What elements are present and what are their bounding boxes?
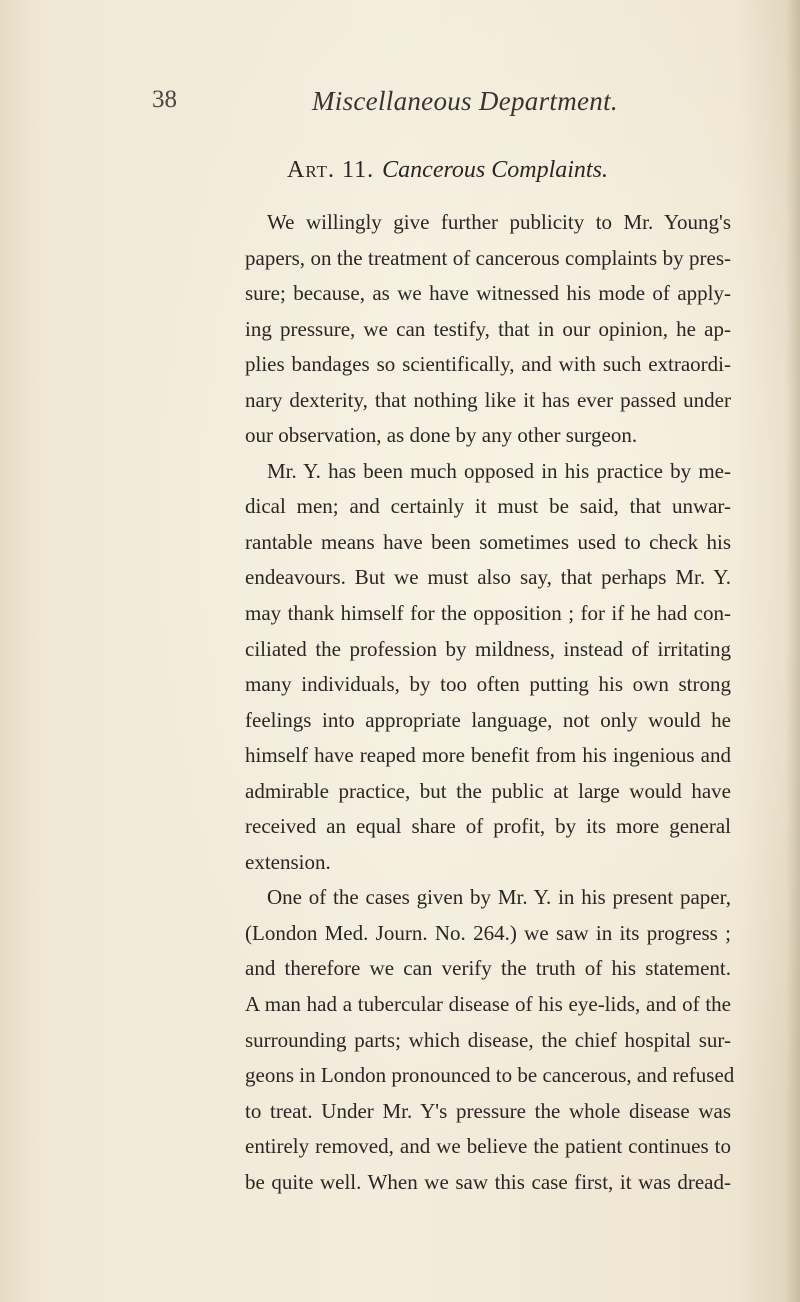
text-line: One of the cases given by Mr. Y. in his present paper, [267, 885, 731, 910]
text-line: extension. [245, 849, 331, 874]
text-line: surrounding parts; which disease, the chief hospital sur- [245, 1027, 731, 1052]
page-number: 38 [152, 86, 177, 113]
text-line: many individuals, by too often putting his own strong [245, 672, 731, 697]
text-line: our observation, as done by any other surgeon. [245, 423, 638, 448]
text-line: geons in London pronounced to be cancerous, and refused [245, 1063, 735, 1088]
text-line: ciliated the profession by mildness, instead of irritating [245, 636, 731, 661]
text-line: plies bandages so scientifically, and with such extraordi- [245, 352, 731, 377]
text-line: (London Med. Journ. No. 264.) we saw in its progress ; [245, 920, 731, 945]
section-title: Miscellaneous Department. [312, 86, 618, 116]
article-body [245, 205, 735, 1200]
text-line: endeavours. But we must also say, that perhaps Mr. Y. [245, 565, 731, 590]
text-line: papers, on the treatment of cancerous complaints by pres- [245, 245, 731, 270]
article-number: Art. 11. [287, 157, 375, 183]
text-line: entirely removed, and we believe the patient continues to [245, 1134, 731, 1159]
text-line: feelings into appropriate language, not only would he [245, 707, 731, 732]
text-line: himself have reaped more benefit from his ingenious and [245, 743, 731, 768]
text-line: received an equal share of profit, by its more general [245, 814, 731, 839]
text-line: to treat. Under Mr. Y's pressure the whole disease was [245, 1098, 731, 1123]
text-line: may thank himself for the opposition ; for if he had con- [245, 601, 731, 626]
text-line: ing pressure, we can testify, that in our opinion, he ap- [245, 316, 731, 341]
text-line: admirable practice, but the public at large would have [245, 778, 731, 803]
text-line: We willingly give further publicity to Mr. Young's [267, 210, 731, 234]
article-title: Cancerous Complaints. [382, 157, 608, 183]
text-line: dical men; and certainly it must be said, that unwar- [245, 494, 731, 519]
page-edge-shadow [786, 0, 800, 1302]
text-line: Mr. Y. has been much opposed in his practice by me- [267, 458, 731, 483]
text-line: be quite well. When we saw this case first, it was dread- [245, 1169, 731, 1194]
text-line: and therefore we can verify the truth of his statement. [245, 956, 731, 981]
running-head [152, 86, 712, 126]
text-line: sure; because, as we have witnessed his mode of apply- [245, 281, 731, 306]
text-line: nary dexterity, that nothing like it has ever passed under [245, 387, 731, 412]
text-line: rantable means have been sometimes used to check his [245, 529, 731, 554]
text-line: A man had a tubercular disease of his eye-lids, and of the [245, 992, 731, 1017]
article-heading [287, 157, 608, 184]
